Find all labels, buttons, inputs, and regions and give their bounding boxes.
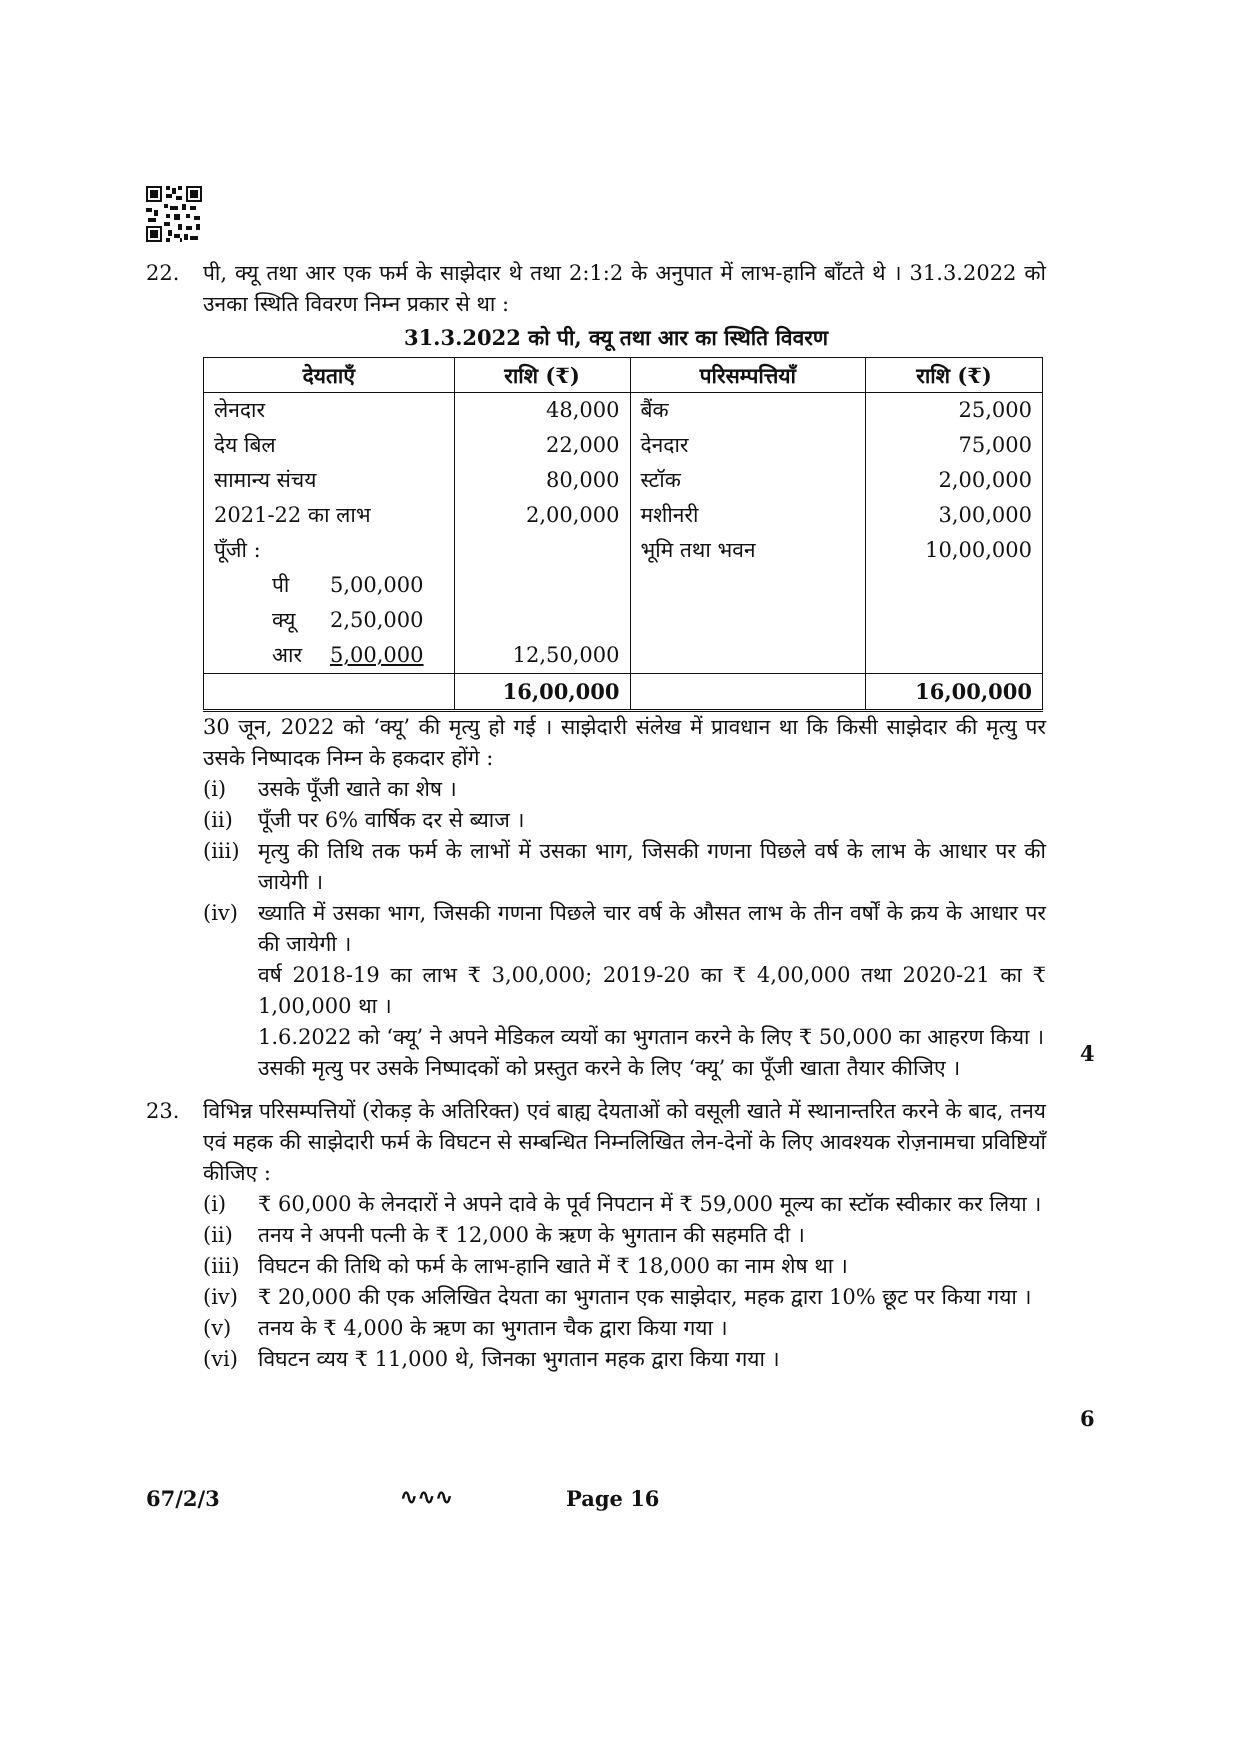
- liability-name: लेनदार: [204, 393, 455, 429]
- item-text: विघटन व्यय ₹ 11,000 थे, जिनका भुगतान महक द्वारा किया गया ।: [258, 1347, 780, 1371]
- question-intro: पी, क्यू तथा आर एक फर्म के साझेदार थे तथा 2:1:2 के अनुपात में लाभ-हानि बाँटते थे । 31.3.2022 को उनका स्थिति विवरण निम्न प्रकार से था :: [203, 261, 1046, 316]
- item-text: तनय के ₹ 4,000 के ऋण का भुगतान चैक द्वारा किया गया ।: [258, 1316, 728, 1340]
- capital-total: [454, 568, 630, 603]
- asset-name: भूमि तथा भवन: [630, 533, 866, 568]
- liability-name: देय बिल: [204, 428, 455, 463]
- entitlement-list: [203, 774, 1046, 960]
- table-row: [204, 498, 1043, 533]
- header-amount: राशि (₹): [454, 358, 630, 393]
- item-text: तनय ने अपनी पत्नी के ₹ 12,000 के ऋण के भुगतान की सहमति दी ।: [258, 1223, 805, 1247]
- paper-code: 67/2/3: [146, 1486, 220, 1511]
- item-label: (i): [203, 777, 227, 801]
- table-row: [204, 393, 1043, 429]
- item-label: (ii): [203, 808, 233, 832]
- question-intro: विभिन्न परिसम्पत्तियों (रोकड़ के अतिरिक्त) एवं बाह्य देयताओं को वसूली खाते में स्थानान्तरित करने के बाद, तनय एवं महक की साझेदारी फर्म के विघटन से सम्बन्धित निम्नलिखित लेन-देनों के लिए आवश्यक रोज़नामचा प्रविष्टियाँ कीजिए :: [203, 1099, 1046, 1185]
- partner-name: क्यू: [272, 608, 296, 632]
- item-label: (iii): [203, 1254, 240, 1278]
- asset-amount: 3,00,000: [866, 498, 1043, 533]
- item-text: उसके पूँजी खाते का शेष ।: [258, 777, 457, 801]
- table-header-row: [204, 358, 1043, 393]
- total-assets: 16,00,000: [866, 674, 1043, 711]
- asset-amount: 75,000: [866, 428, 1043, 463]
- partner-capital: 2,50,000: [330, 608, 424, 632]
- item-text: ₹ 20,000 की एक अलिखित देयता का भुगतान एक साझेदार, महक द्वारा 10% छूट पर किया गया ।: [258, 1285, 1032, 1309]
- question-number: 23.: [146, 1099, 180, 1123]
- table-row: [204, 428, 1043, 463]
- tilde-icon: ∿∿∿: [400, 1484, 453, 1509]
- asset-amount: 25,000: [866, 393, 1043, 429]
- item-label: (ii): [203, 1223, 233, 1247]
- page-number: Page 16: [566, 1486, 660, 1511]
- item-label: (iii): [203, 839, 240, 863]
- drawing-text: 1.6.2022 को ‘क्यू’ ने अपने मेडिकल व्ययों का भुगतान करने के लिए ₹ 50,000 का आहरण किया ।: [258, 1025, 1045, 1049]
- list-item: [203, 774, 1046, 805]
- list-item: [203, 836, 1046, 898]
- asset-name: मशीनरी: [630, 498, 866, 533]
- capital-total: 12,50,000: [454, 638, 630, 674]
- profits-text: वर्ष 2018-19 का लाभ ₹ 3,00,000; 2019-20 का ₹ 4,00,000 तथा 2020-21 का ₹ 1,00,000 था ।: [258, 963, 1046, 1018]
- list-item: [203, 898, 1046, 960]
- table-row: [204, 533, 1043, 568]
- list-item: [203, 1344, 1046, 1375]
- liability-name: पूँजी :: [204, 533, 455, 568]
- partner-capital: 5,00,000: [330, 573, 424, 597]
- partner-name: पी: [272, 573, 290, 597]
- list-item: [203, 1189, 1046, 1220]
- partner-name: आर: [272, 643, 303, 667]
- transaction-list: [203, 1189, 1046, 1375]
- total-liabilities: 16,00,000: [454, 674, 630, 711]
- item-label: (i): [203, 1192, 227, 1216]
- asset-amount: 10,00,000: [866, 533, 1043, 568]
- item-text: ₹ 60,000 के लेनदारों ने अपने दावे के पूर्व निपटान में ₹ 59,000 मूल्य का स्टॉक स्वीकार कर लिया ।: [258, 1192, 1042, 1216]
- asset-name: बैंक: [630, 393, 866, 429]
- list-item: [203, 1220, 1046, 1251]
- item-label: (iv): [203, 901, 238, 925]
- question-22: [146, 258, 1046, 1084]
- asset-name: स्टॉक: [630, 463, 866, 498]
- header-amount: राशि (₹): [866, 358, 1043, 393]
- marks-q23: 6: [1080, 1406, 1095, 1431]
- item-label: (vi): [203, 1347, 238, 1371]
- liability-name: 2021-22 का लाभ: [204, 498, 455, 533]
- liability-amount: 48,000: [454, 393, 630, 429]
- liability-amount: 22,000: [454, 428, 630, 463]
- item-text: मृत्यु की तिथि तक फर्म के लाभों में उसका भाग, जिसकी गणना पिछले वर्ष के लाभ के आधार पर की जायेगी ।: [258, 839, 1046, 894]
- list-item: [203, 1282, 1046, 1313]
- liability-amount: 80,000: [454, 463, 630, 498]
- task-text: उसकी मृत्यु पर उसके निष्पादकों को प्रस्तुत करने के लिए ‘क्यू’ का पूँजी खाता तैयार कीजिए ।: [258, 1056, 961, 1080]
- header-assets: परिसम्पत्तियाँ: [630, 358, 866, 393]
- item-text: ख्याति में उसका भाग, जिसकी गणना पिछले चार वर्ष के औसत लाभ के तीन वर्षों के क्रय के आधार पर की जायेगी ।: [258, 901, 1046, 956]
- table-title: 31.3.2022 को पी, क्यू तथा आर का स्थिति विवरण: [403, 325, 829, 350]
- asset-name: देनदार: [630, 428, 866, 463]
- list-item: [203, 805, 1046, 836]
- item-text: पूँजी पर 6% वार्षिक दर से ब्याज ।: [258, 808, 525, 832]
- capital-row: [204, 638, 1043, 674]
- total-row: [204, 674, 1043, 711]
- liability-amount: [454, 533, 630, 568]
- header-liabilities: देयताएँ: [204, 358, 455, 393]
- item-text: विघटन की तिथि को फर्म के लाभ-हानि खाते में ₹ 18,000 का नाम शेष था ।: [258, 1254, 848, 1278]
- question-23: [146, 1096, 1046, 1375]
- capital-total: [454, 603, 630, 638]
- marks-q22: 4: [1080, 1041, 1095, 1066]
- list-item: [203, 1251, 1046, 1282]
- capital-row: [204, 568, 1043, 603]
- question-paragraph: 30 जून, 2022 को ‘क्यू’ की मृत्यु हो गई । साझेदारी संलेख में प्रावधान था कि किसी साझेदार की मृत्यु पर उसके निष्पादक निम्न के हकदार होंगे :: [203, 715, 1046, 770]
- capital-row: [204, 603, 1043, 638]
- asset-amount: 2,00,000: [866, 463, 1043, 498]
- item-label: (v): [203, 1316, 232, 1340]
- liability-name: सामान्य संचय: [204, 463, 455, 498]
- qr-code-icon: [146, 186, 202, 242]
- table-row: [204, 463, 1043, 498]
- liability-amount: 2,00,000: [454, 498, 630, 533]
- list-item: [203, 1313, 1046, 1344]
- partner-capital: 5,00,000: [330, 643, 424, 667]
- item-label: (iv): [203, 1285, 238, 1309]
- question-number: 22.: [146, 261, 180, 285]
- balance-sheet-table: [203, 357, 1043, 712]
